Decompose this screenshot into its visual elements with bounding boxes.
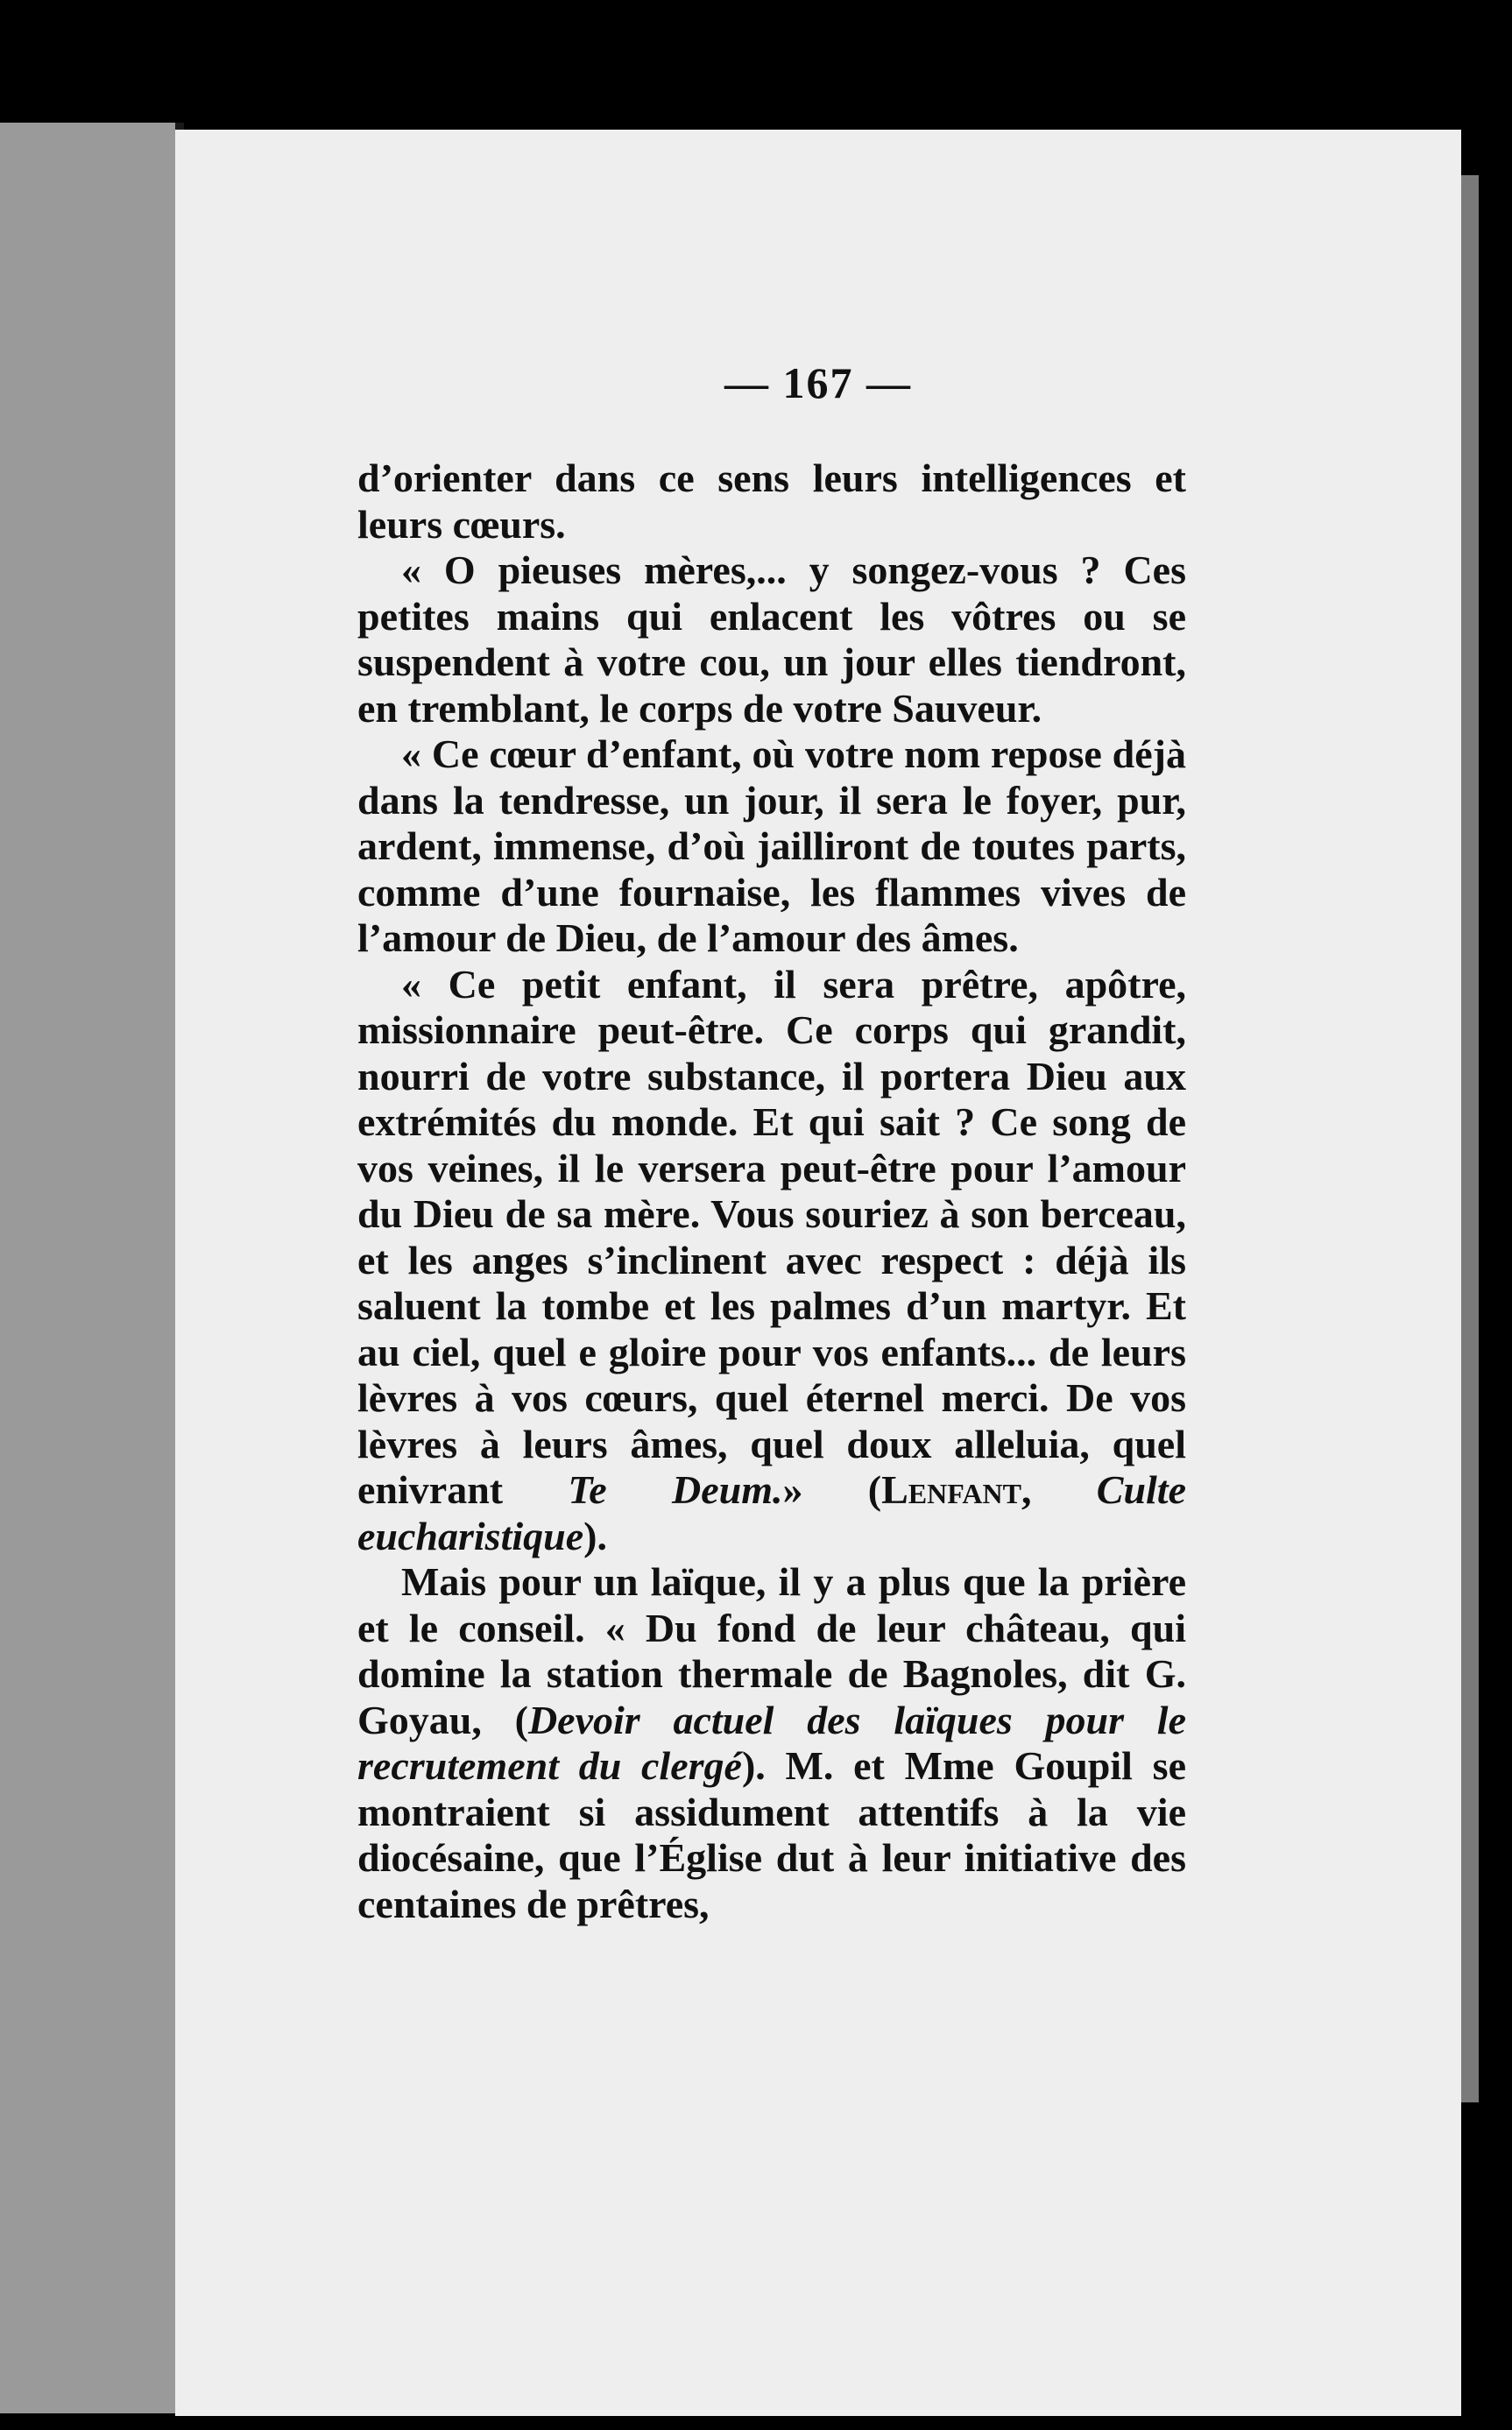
work-title-italic: Culte eucharistique bbox=[357, 1467, 1187, 1558]
paragraph-5 bbox=[357, 1559, 1186, 1927]
body-text bbox=[357, 456, 1186, 1927]
left-page-edge bbox=[0, 123, 184, 2413]
quote-close: » ( bbox=[782, 1467, 882, 1512]
devoir-title-italic: Devoir actuel des laïques pour le recrutement du clergé bbox=[357, 1697, 1186, 1788]
paragraph-5-rest: ). M. et Mme Goupil se montraient si assidument attentifs à la vie diocésaine, que l’Église dut à leur initiative des centaines de prêtres, bbox=[357, 1743, 1186, 1926]
citation-end: ). bbox=[583, 1513, 607, 1558]
page-number: — 167 — bbox=[724, 358, 912, 407]
paragraph-5-text: Mais pour un laïque, il y a plus que la prière et le conseil. « Du fond de leur château, qui domine la station thermale de Bagnoles, dit G. Goyau, ( bbox=[357, 1559, 1186, 1742]
paragraph-1: d’orienter dans ce sens leurs intelligences et leurs cœurs. bbox=[357, 456, 1186, 547]
paragraph-4 bbox=[357, 962, 1186, 1560]
right-page-edge bbox=[1461, 175, 1479, 2102]
paragraph-4-text: « Ce petit enfant, il sera prêtre, apôtre, missionnaire peut-être. Ce corps qui grandit, nourri de votre substance, il portera Dieu aux extrémités du monde. Et qui sait ? Ce song de vos veines, il le versera peut-être pour l’amour du Dieu de sa mère. Vous souriez à son berceau, et les anges s’inclinent avec respect : déjà ils saluent la tombe et les palmes d’un martyr. Et au ciel, quel e gloire pour vos enfants... de leurs lèvres à vos cœurs, quel éternel merci. De vos lèvres à leurs âmes, quel doux alleluia, quel enivrant bbox=[357, 961, 1186, 1512]
te-deum-italic: Te Deum. bbox=[568, 1467, 783, 1512]
author-separator: , bbox=[1021, 1467, 1032, 1512]
book-page bbox=[175, 130, 1461, 2416]
author-name: Lenfant bbox=[881, 1467, 1021, 1512]
paragraph-3: « Ce cœur d’enfant, où votre nom repose déjà dans la tendresse, un jour, il sera le foyer, pur, ardent, immense, d’où jailliront de toutes parts, comme d’une fournaise, les flammes vives de l’amour de Dieu, de l’amour des âmes. bbox=[357, 731, 1186, 960]
paragraph-2: « O pieuses mères,... y songez-vous ? Ces petites mains qui enlacent les vôtres ou se suspendent à votre cou, un jour elles tiendront, en tremblant, le corps de votre Sauveur. bbox=[357, 547, 1186, 731]
